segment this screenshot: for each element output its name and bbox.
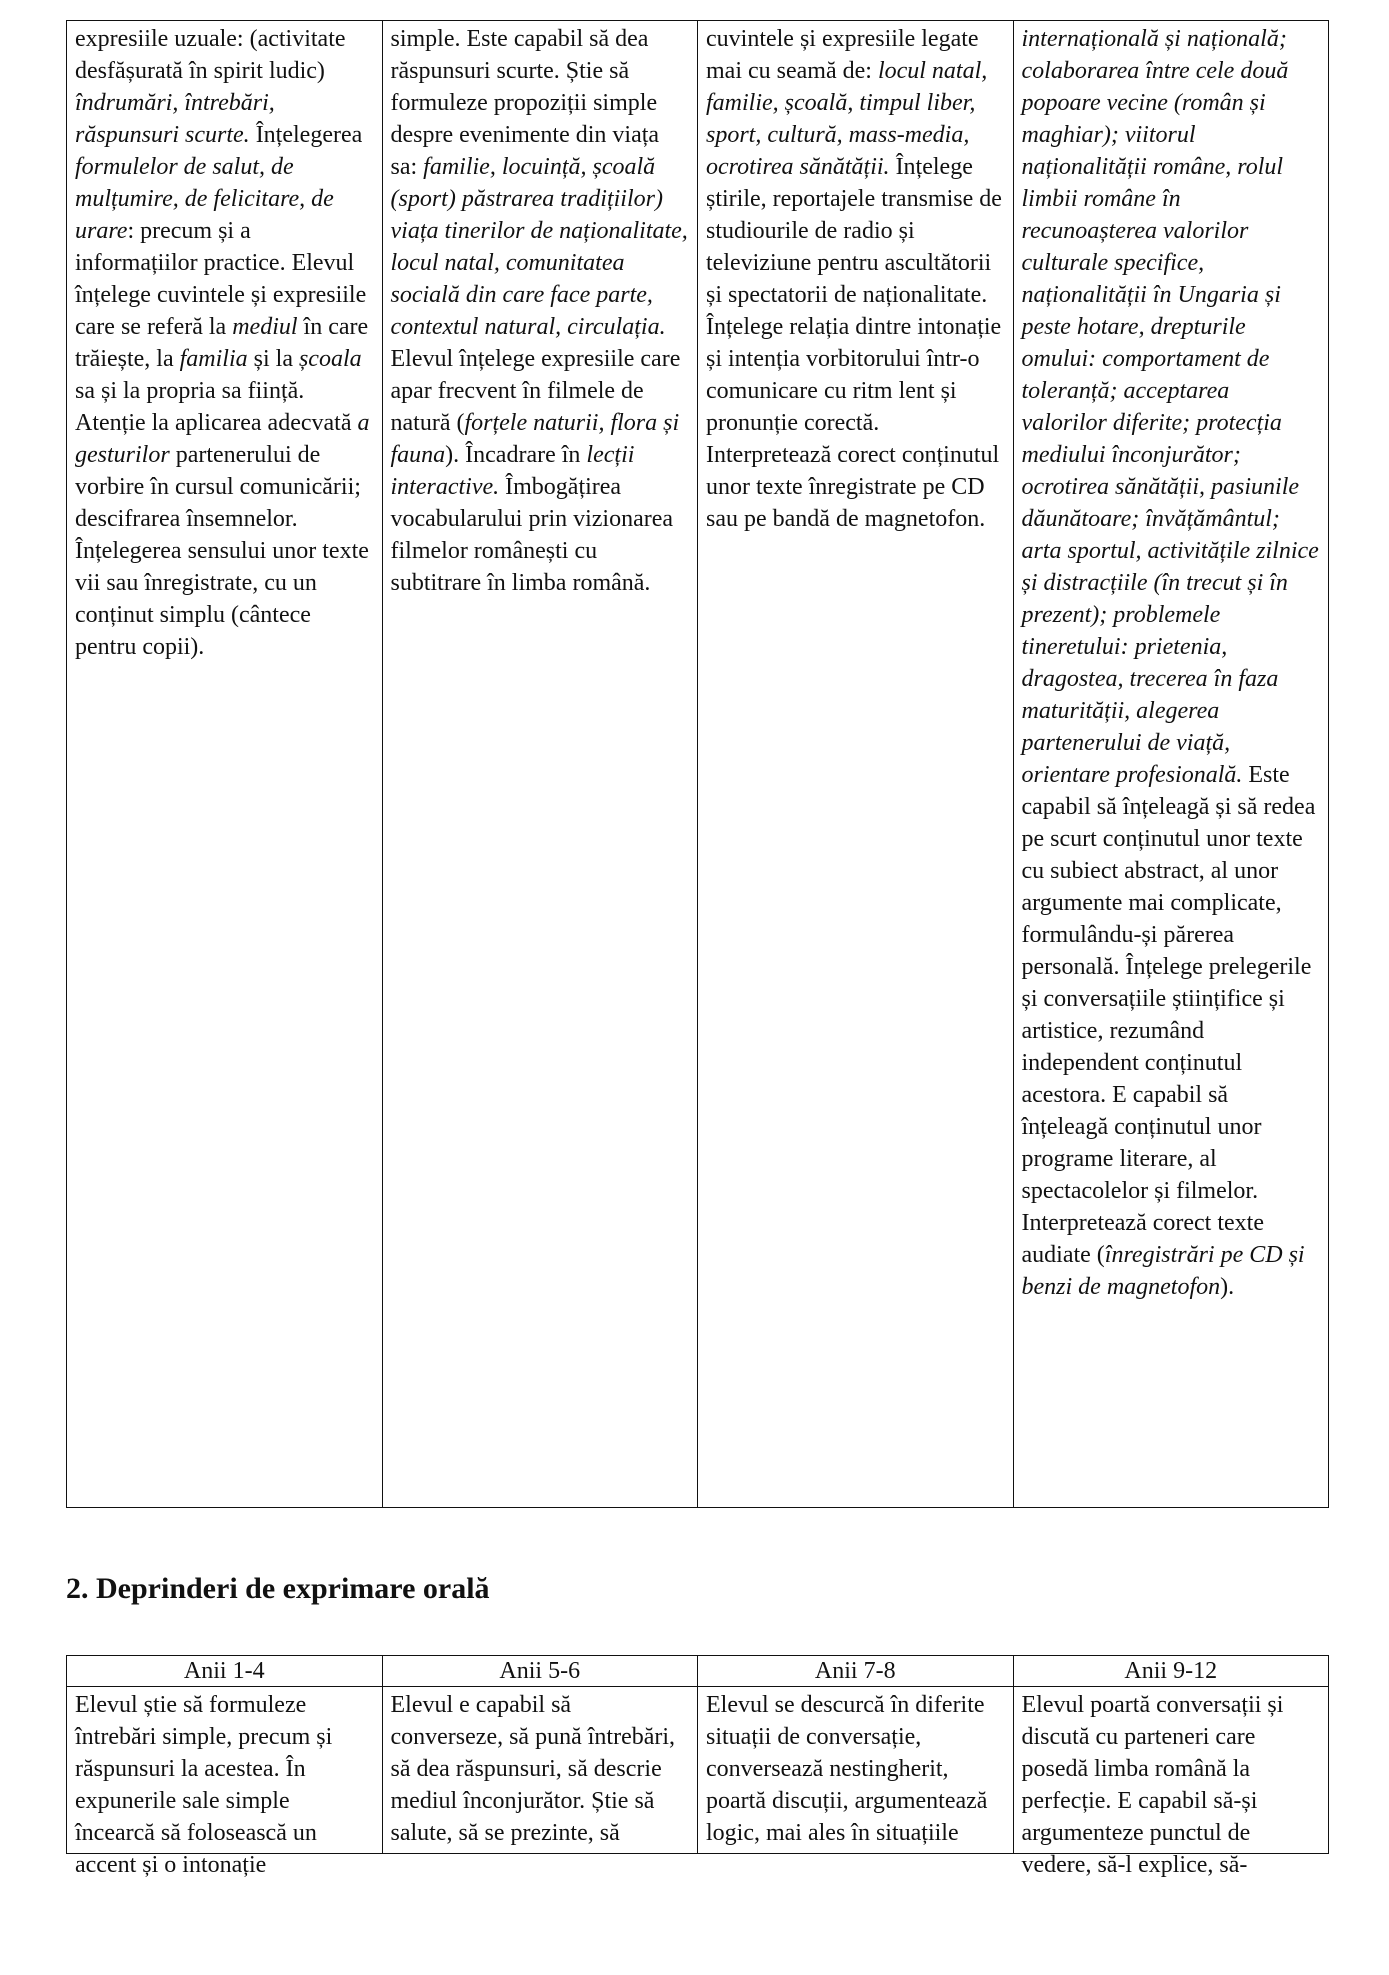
table-row [67,1687,1329,1854]
text-run: cuvintele și expresiile legate mai cu seamă de: [706,26,979,84]
oral-expression-table [66,1655,1329,1878]
italic-text: formulelor de salut, de mulțumire, de felicitare, de urare [75,154,334,244]
text-run: partenerului de vorbire în cursul comunicării; descifrarea însemnelor. Înțelegerea sensului unor texte vii sau înregistrate, cu un conținut simplu (cântece pentru copii). [75,442,369,660]
table-header-row [67,1656,1329,1687]
cell-years-1-4 [67,1687,383,1878]
italic-text: înregistrări pe CD și benzi de magnetofon [1021,1242,1305,1300]
section-heading: 2. Deprinderi de exprimare orală [66,1572,490,1605]
column-header-years-1-4: Anii 1-4 [67,1656,383,1687]
cell-years-5-6 [382,21,698,1508]
italic-text: mediul [232,314,298,340]
text-run: și la [247,346,299,372]
column-header-years-7-8: Anii 7-8 [698,1656,1014,1687]
text-run: ). Încadrare în [445,442,587,468]
text-run: Înțelege știrile, reportajele transmise de studiourile de radio și televiziune pentru ascultătorii și spectatorii de naționalitate. Înțelege relația dintre intonație și intenția vorbitorului într-o comunicare cu ritm lent și pronunție corectă. Interpretează corect conținutul unor texte înregistrate pe CD sau pe bandă de magnetofon. [706,154,1002,532]
cell-years-7-8 [698,1687,1014,1854]
text-run: Îmbogățirea vocabularului prin vizionarea filmelor românești cu subtitrare în limba română. [390,474,674,596]
italic-text: forțele naturii, flora și fauna [390,410,680,468]
table-row [67,21,1329,1508]
italic-text: locul natal, familie, școală, timpul liber, sport, cultură, mass-media, ocrotirea sănătății. [706,58,988,180]
italic-text: școala [298,346,362,372]
column-header-years-9-12: Anii 9-12 [1013,1656,1329,1687]
text-run: Înțelegerea [249,122,363,148]
content-table-continued [66,20,1329,1508]
text-run: expresiile uzuale: (activitate desfășurată în spirit ludic) [75,26,346,84]
cell-years-1-4 [67,21,383,1508]
cell-text: Elevul se descurcă în diferite situații de conversație, conversează nestingherit, poartă discuții, argumentează logic, mai ales în situațiile [706,1692,988,1846]
text-run: ). [1220,1274,1235,1300]
cell-years-5-6 [382,1687,698,1854]
column-header-years-5-6: Anii 5-6 [382,1656,698,1687]
text-run: sa și la propria sa ființă. Atenție la aplicarea adecvată [75,378,358,436]
text-run: Este capabil să înțeleagă și să redea pe scurt conținutul unor texte cu subiect abstract, al unor argumente mai complicate, formulându-și părerea personală. Înțelege prelegerile și conversațiile științifice și artistice, rezumând independent conținutul acestora. E capabil să înțeleagă conținutul unor programe literare, al spectacolelor și filmelor. Interpretează corect texte audiate ( [1021,762,1316,1268]
text-run: : precum și a informațiilor practice. Elevul înțelege cuvintele și expresiile care se referă la [75,218,367,340]
cell-years-9-12 [1013,21,1329,1508]
cell-text: Elevul știe să formuleze întrebări simple, precum și răspunsuri la acestea. În expunerile sale simple încearcă să folosească un accent și o intonație [75,1692,333,1878]
text-run: în care trăiește, la [75,314,369,372]
cell-text: Elevul e capabil să converseze, să pună întrebări, să dea răspunsuri, să descrie mediul înconjurător. Știe să salute, să se prezinte, să [390,1692,676,1846]
cell-text [391,23,690,1503]
cell-years-7-8 [698,21,1014,1508]
italic-text: familie, locuință, școală (sport) păstrarea tradițiilor) viața tinerilor de naționalitate, locul natal, comunitatea socială din care face parte, contextul natural, circulația. [390,154,688,340]
text-run: simple. Este capabil să dea răspunsuri scurte. Știe să formuleze propoziții simple despre evenimente din viața sa: [390,26,660,180]
italic-text: lecții interactive. [390,442,635,500]
cell-years-9-12 [1013,1687,1329,1878]
cell-text: Elevul poartă conversații și discută cu parteneri care posedă limba română la perfecție. E capabil să-și argumenteze punctul de vedere, să-l explice, să- [1021,1692,1284,1878]
italic-text: a gesturilor [75,410,370,468]
cell-text [75,23,374,1503]
italic-text: îndrumări, întrebări, răspunsuri scurte. [75,90,275,148]
italic-text: internațională și națională; colaborarea între cele două popoare vecine (român și maghiar); viitorul naționalității române, rolul limbii române în recunoașterea valorilor culturale specifice, naționalității în Ungaria și peste hotare, drepturile omului: comportament de toleranță; acceptarea valorilor diferite; protecția mediului înconjurător; ocrotirea sănătății, pasiunile dăunătoare; învățământul; arta sportul, activitățile zilnice și distracțiile (în trecut și în prezent); problemele tineretului: prietenia, dragostea, trecerea în faza maturității, alegerea partenerului de viață, orientare profesională. [1021,26,1319,788]
cell-text [1022,23,1321,1503]
text-run: Elevul înțelege expresiile care apar frecvent în filmele de natură ( [390,346,681,436]
cell-text [706,23,1005,1503]
italic-text: familia [179,346,248,372]
